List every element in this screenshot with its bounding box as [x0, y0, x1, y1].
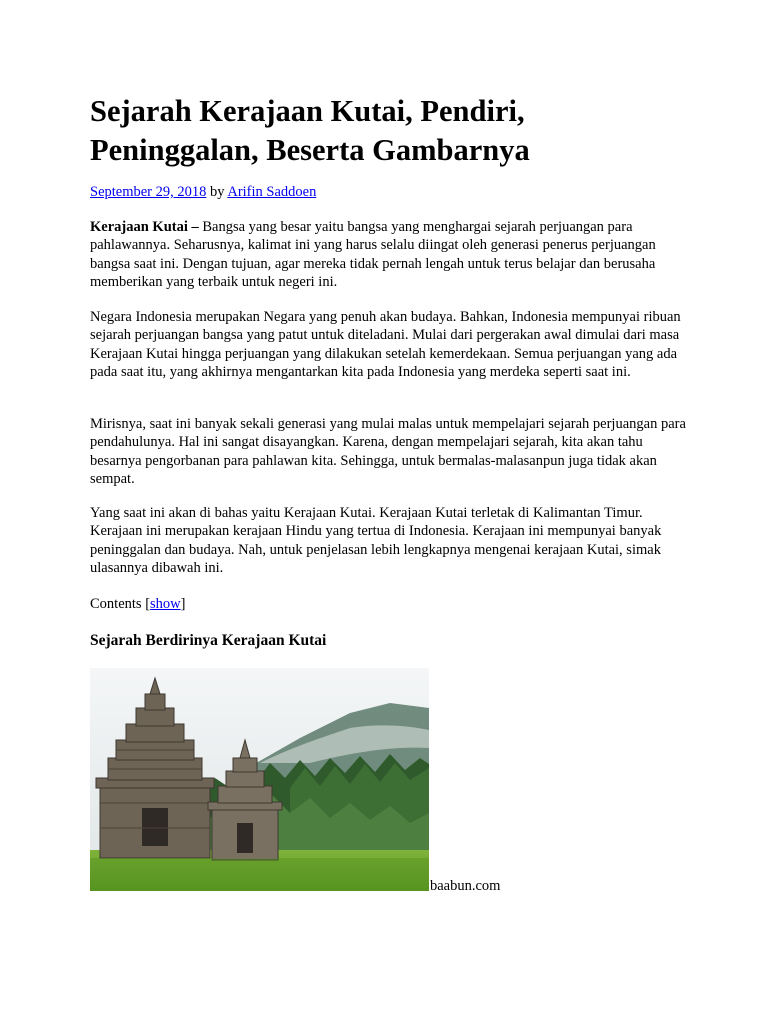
image-caption: baabun.com — [430, 878, 501, 894]
contents-label: Contents — [90, 596, 142, 612]
post-date-link[interactable]: September 29, 2018 — [90, 184, 207, 200]
paragraph-4: Yang saat ini akan di bahas yaitu Kerajaan Kutai. Kerajaan Kutai terletak di Kalimantan Timur. Kerajaan ini merupakan kerajaan Hindu yang tertua di Indonesia. Kerajaan ini mempunyai banyak peninggalan dan budaya. Nah, untuk penjelasan lebih lengkapnya mengenai kerajaan Kutai, simak ulasannya dibawah ini. — [90, 505, 662, 577]
contents-bracket-close: ] — [180, 596, 186, 612]
intro-paragraph — [90, 218, 690, 292]
temple-image — [90, 668, 429, 891]
paragraph-2: Negara Indonesia merupakan Negara yang penuh akan budaya. Bahkan, Indonesia mempunyai ribuan sejarah perjuangan bangsa yang patut untuk diteladani. Mulai dari pergerakan awal dimulai dari masa Kerajaan Kutai hingga perjuangan yang dilakukan setelah kemerdekaan. Semua perjuangan yang ada pada saat itu, yang akhirnya mengantarkan kita pada Indonesia yang merdeka seperti saat ini. — [90, 309, 681, 381]
table-of-contents — [90, 595, 186, 613]
byline-by: by — [210, 184, 225, 200]
post-meta — [90, 183, 316, 201]
intro-bold: Kerajaan Kutai – — [90, 219, 199, 235]
contents-bracket-open: [ — [145, 596, 151, 612]
contents-show-link[interactable]: show — [150, 596, 181, 612]
article-title: Sejarah Kerajaan Kutai, Pendiri, Peninggalan, Beserta Gambarnya — [90, 94, 530, 167]
author-link[interactable]: Arifin Saddoen — [227, 184, 317, 200]
paragraph-3: Mirisnya, saat ini banyak sekali generasi yang mulai malas untuk mempelajari sejarah perjuangan para pendahulunya. Hal ini sangat disayangkan. Karena, dengan mempelajari sejarah, kita akan tahu besarnya pengorbanan para pahlawan kita. Sehingga, untuk bermalas-malasanpun juga tidak akan sempat. — [90, 416, 686, 488]
section-heading: Sejarah Berdirinya Kerajaan Kutai — [90, 632, 327, 649]
intro-text: Bangsa yang besar yaitu bangsa yang menghargai sejarah perjuangan para pahlawannya. Seharusnya, kalimat ini yang harus selalu diingat oleh generasi penerus perjuangan bangsa saat ini. Dengan tujuan, agar mereka tidak pernah lengah untuk terus belajar dan berusaha memberikan yang terbaik untuk negeri ini. — [90, 219, 656, 291]
